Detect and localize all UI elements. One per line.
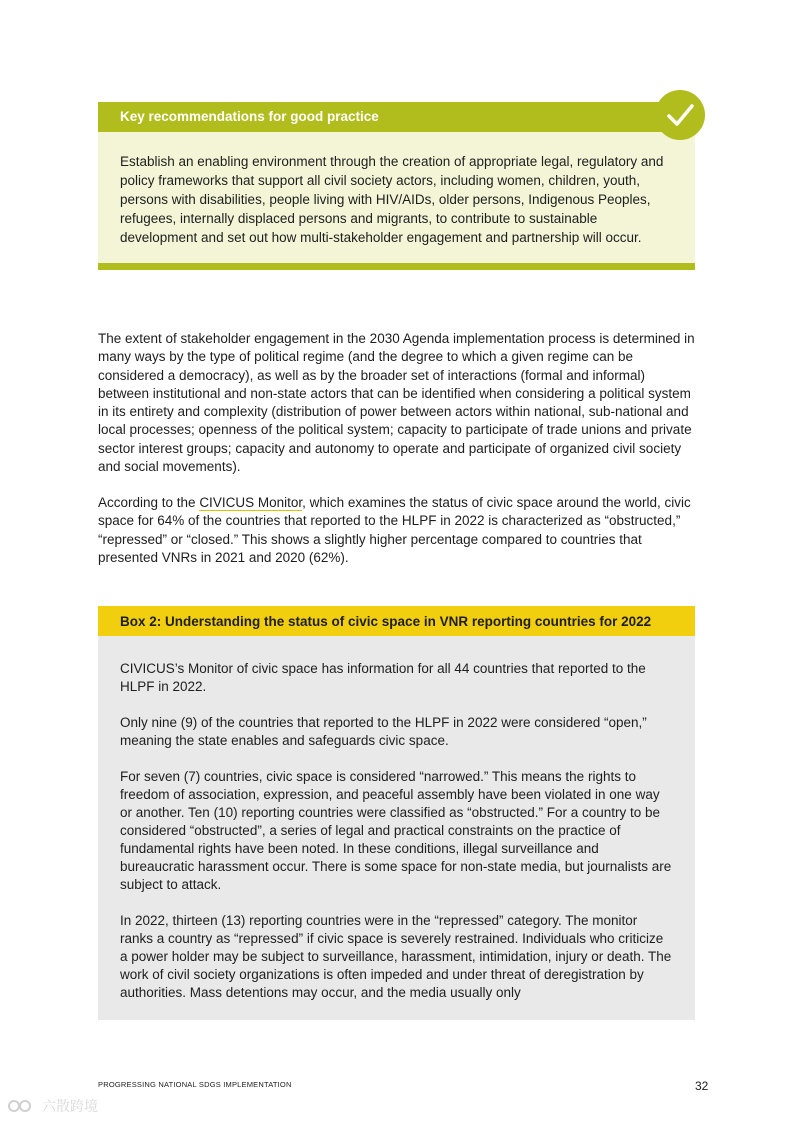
running-footer-title: PROGRESSING NATIONAL SDGS IMPLEMENTATION [98, 1080, 292, 1089]
box2-title: Box 2: Understanding the status of civic space in VNR reporting countries for 2022 [98, 606, 695, 636]
recommendation-title: Key recommendations for good practice [98, 102, 695, 132]
box2-body [98, 636, 695, 1002]
paragraph-text [98, 494, 698, 567]
body-paragraph-1 [98, 330, 698, 476]
recommendation-bottom-rule [98, 263, 695, 270]
paragraph-prefix: According to the [98, 495, 200, 510]
recommendation-body: Establish an enabling environment through the creation of appropriate legal, regulatory and policy frameworks that support all civil society actors, including women, children, youth, persons with disabilities, people living with HIV/AIDs, older persons, Indigenous Peoples, refugees, internally displaced persons and migrants, to contribute to sustainable development and set out how multi-stakeholder engagement and partnership will occur. [98, 132, 695, 263]
watermark [8, 1096, 98, 1116]
recommendation-box [98, 102, 695, 270]
checkmark-icon [655, 90, 705, 140]
box2-paragraph: In 2022, thirteen (13) reporting countries were in the “repressed” category. The monitor ranks a country as “repressed” if civic space is severely restrained. Individuals who criticize a power holder may be subject to surveillance, harassment, intimidation, injury or death. The work of civil society organizations is often impeded and under threat of deregistration by authorities. Mass detentions may occur, and the media usually only [120, 913, 672, 1000]
box2-paragraph: Only nine (9) of the countries that reported to the HLPF in 2022 were considered “open,” meaning the state enables and safeguards civic space. [120, 715, 647, 748]
watermark-text: 六散跨境 [42, 1098, 98, 1114]
box2 [98, 606, 695, 1020]
paragraph-suffix: , which examines the status of civic space around the world, civic space for 64% of the countries that reported to the HLPF in 2022 is characterized as “obstructed,” “repressed” or “closed.” This shows a slightly higher percentage compared to countries that presented VNRs in 2021 and 2020 (62%). [98, 495, 691, 565]
civicus-monitor-link[interactable]: CIVICUS Monitor [199, 495, 303, 510]
page-number: 32 [695, 1079, 709, 1093]
watermark-logo-icon [8, 1098, 38, 1114]
box2-paragraph: CIVICUS’s Monitor of civic space has information for all 44 countries that reported to the HLPF in 2022. [120, 661, 646, 694]
paragraph-text: The extent of stakeholder engagement in the 2030 Agenda implementation process is determined in many ways by the type of political regime (and the degree to which a given regime can be considered a democracy), as well as by the broader set of interactions (formal and informal) between institutional and non-state actors that can be identified when considering a political system in its entirety and complexity (distribution of power between actors within national, sub-national and local processes; openness of the political system; capacity to participate of trade unions and private sector interest groups; capacity and autonomy to operate and participate of organized civil society and social movements). [98, 331, 695, 475]
box2-paragraph: For seven (7) countries, civic space is considered “narrowed.” This means the rights to freedom of association, expression, and peaceful assembly have been violated in one way or another. Ten (10) reporting countries were classified as “obstructed.” For a country to be considered “obstructed”, a series of legal and practical constraints on the practice of fundamental rights have been noted. In these conditions, illegal surveillance and bureaucratic harassment occur. There is some space for non-state media, but journalists are subject to attack. [120, 769, 672, 892]
body-paragraph-2 [98, 494, 698, 567]
